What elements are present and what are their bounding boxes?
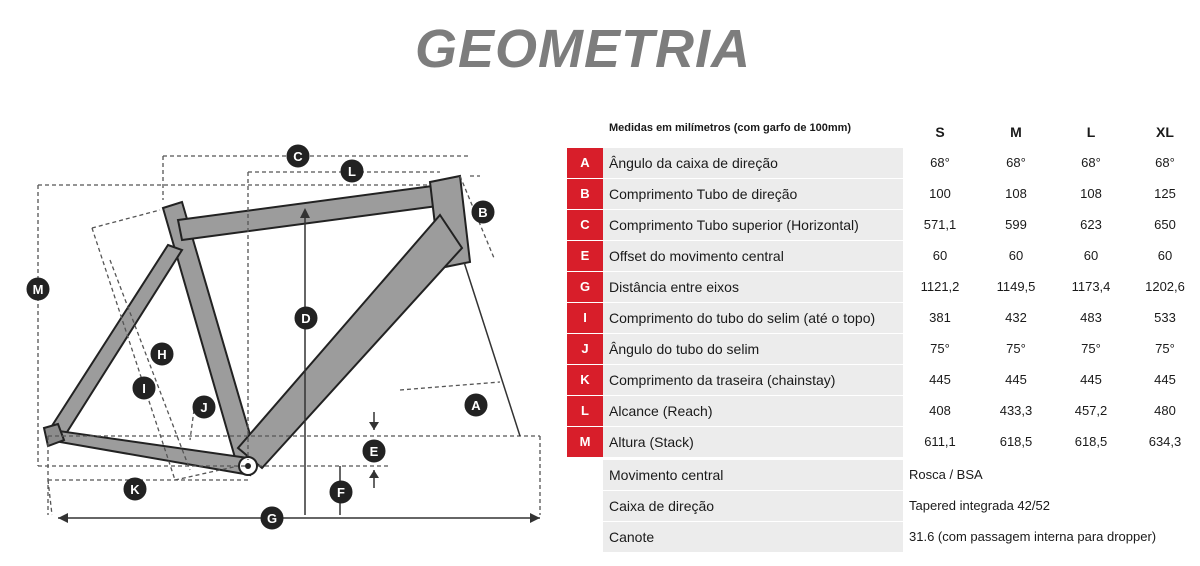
label-i xyxy=(133,377,155,399)
label-f xyxy=(330,481,352,503)
label-e xyxy=(363,440,385,462)
value-l: 68° xyxy=(1081,155,1101,170)
value-m: 108 xyxy=(1005,186,1027,201)
row-name: Canote xyxy=(603,522,903,552)
table-row xyxy=(567,210,1197,240)
label-h xyxy=(151,343,173,365)
svg-text:M: M xyxy=(32,282,44,297)
value-xl: 60 xyxy=(1157,248,1173,263)
label-b xyxy=(472,201,494,223)
size-header-xl: XL xyxy=(1156,124,1174,140)
size-header-l: L xyxy=(1086,124,1096,140)
row-letter: C xyxy=(567,210,603,240)
row-name: Ângulo da caixa de direção xyxy=(603,148,903,178)
value-m: 599 xyxy=(1005,217,1027,232)
table-row xyxy=(567,241,1197,271)
value-xl: 634,3 xyxy=(1148,434,1182,449)
row-name: Alcance (Reach) xyxy=(603,396,903,426)
label-g xyxy=(261,507,283,529)
row-name: Altura (Stack) xyxy=(603,427,903,457)
value-l: 623 xyxy=(1080,217,1102,232)
value-s: 100 xyxy=(929,186,951,201)
table-row xyxy=(567,522,1197,552)
row-value: Rosca / BSA xyxy=(909,467,983,482)
svg-text:D: D xyxy=(301,311,311,326)
label-l xyxy=(341,160,363,182)
svg-text:G: G xyxy=(266,511,278,526)
row-letter: B xyxy=(567,179,603,209)
svg-text:B: B xyxy=(478,205,488,220)
table-row xyxy=(567,179,1197,209)
value-xl: 480 xyxy=(1154,403,1176,418)
row-value: Tapered integrada 42/52 xyxy=(909,498,1050,513)
value-s: 75° xyxy=(930,341,950,356)
value-l: 457,2 xyxy=(1074,403,1108,418)
label-k xyxy=(124,478,146,500)
row-name: Comprimento do tubo do selim (até o topo) xyxy=(603,303,903,333)
row-name: Offset do movimento central xyxy=(603,241,903,271)
row-name: Comprimento Tubo de direção xyxy=(603,179,903,209)
value-s: 60 xyxy=(932,248,948,263)
table-row xyxy=(567,427,1197,457)
value-m: 445 xyxy=(1005,372,1027,387)
label-j xyxy=(193,396,215,418)
svg-text:H: H xyxy=(157,347,167,362)
svg-text:J: J xyxy=(200,400,208,415)
row-letter: L xyxy=(567,396,603,426)
svg-text:E: E xyxy=(369,444,379,459)
label-c xyxy=(287,145,309,167)
table-row xyxy=(567,491,1197,521)
value-m: 433,3 xyxy=(999,403,1033,418)
value-m: 1149,5 xyxy=(996,279,1036,294)
value-xl: 650 xyxy=(1154,217,1176,232)
size-header-m: M xyxy=(1010,124,1022,140)
page-title: GEOMETRIA xyxy=(414,19,751,79)
row-value: 31.6 (com passagem interna para dropper) xyxy=(909,529,1157,544)
svg-text:L: L xyxy=(348,164,356,179)
row-letter: J xyxy=(567,334,603,364)
row-name: Distância entre eixos xyxy=(603,272,903,302)
value-xl: 533 xyxy=(1154,310,1176,325)
value-s: 571,1 xyxy=(923,217,957,232)
value-xl: 1202,6 xyxy=(1145,279,1185,294)
svg-text:A: A xyxy=(471,398,481,413)
value-s: 445 xyxy=(929,372,951,387)
value-xl: 68° xyxy=(1155,155,1175,170)
value-l: 1173,4 xyxy=(1071,279,1111,294)
table-row xyxy=(567,334,1197,364)
value-m: 68° xyxy=(1006,155,1026,170)
table-row xyxy=(567,148,1197,178)
svg-text:I: I xyxy=(142,381,146,396)
label-a xyxy=(465,394,487,416)
table-row xyxy=(567,460,1197,490)
row-name: Comprimento da traseira (chainstay) xyxy=(603,365,903,395)
frame-geometry-diagram xyxy=(0,0,560,566)
row-name: Movimento central xyxy=(603,460,903,490)
size-header-s: S xyxy=(935,124,945,140)
row-name: Caixa de direção xyxy=(603,491,903,521)
value-m: 75° xyxy=(1006,341,1026,356)
value-s: 1121,2 xyxy=(920,279,960,294)
value-s: 68° xyxy=(930,155,950,170)
value-s: 381 xyxy=(929,310,951,325)
value-m: 432 xyxy=(1005,310,1027,325)
value-l: 618,5 xyxy=(1074,434,1108,449)
row-letter: M xyxy=(567,427,603,457)
value-xl: 125 xyxy=(1154,186,1176,201)
value-l: 483 xyxy=(1080,310,1102,325)
value-xl: 445 xyxy=(1154,372,1176,387)
table-header-note: Medidas em milímetros (com garfo de 100mm) xyxy=(609,122,852,134)
svg-text:K: K xyxy=(130,482,140,497)
value-m: 60 xyxy=(1008,248,1024,263)
value-l: 60 xyxy=(1083,248,1099,263)
svg-text:C: C xyxy=(293,149,303,164)
row-letter: I xyxy=(567,303,603,333)
value-l: 75° xyxy=(1081,341,1101,356)
value-s: 611,1 xyxy=(924,434,956,449)
value-l: 108 xyxy=(1080,186,1102,201)
row-name: Comprimento Tubo superior (Horizontal) xyxy=(603,210,903,240)
value-l: 445 xyxy=(1080,372,1102,387)
value-xl: 75° xyxy=(1155,341,1175,356)
row-letter: K xyxy=(567,365,603,395)
value-s: 408 xyxy=(929,403,951,418)
svg-text:F: F xyxy=(337,485,345,500)
label-m xyxy=(27,278,49,300)
row-letter: G xyxy=(567,272,603,302)
table-row xyxy=(567,272,1197,302)
label-d xyxy=(295,307,317,329)
row-name: Ângulo do tubo do selim xyxy=(603,334,903,364)
row-letter: A xyxy=(567,148,603,178)
row-letter: E xyxy=(567,241,603,271)
table-row xyxy=(567,365,1197,395)
value-m: 618,5 xyxy=(999,434,1033,449)
table-row xyxy=(567,396,1197,426)
table-row xyxy=(567,303,1197,333)
bike-frame xyxy=(44,176,470,475)
